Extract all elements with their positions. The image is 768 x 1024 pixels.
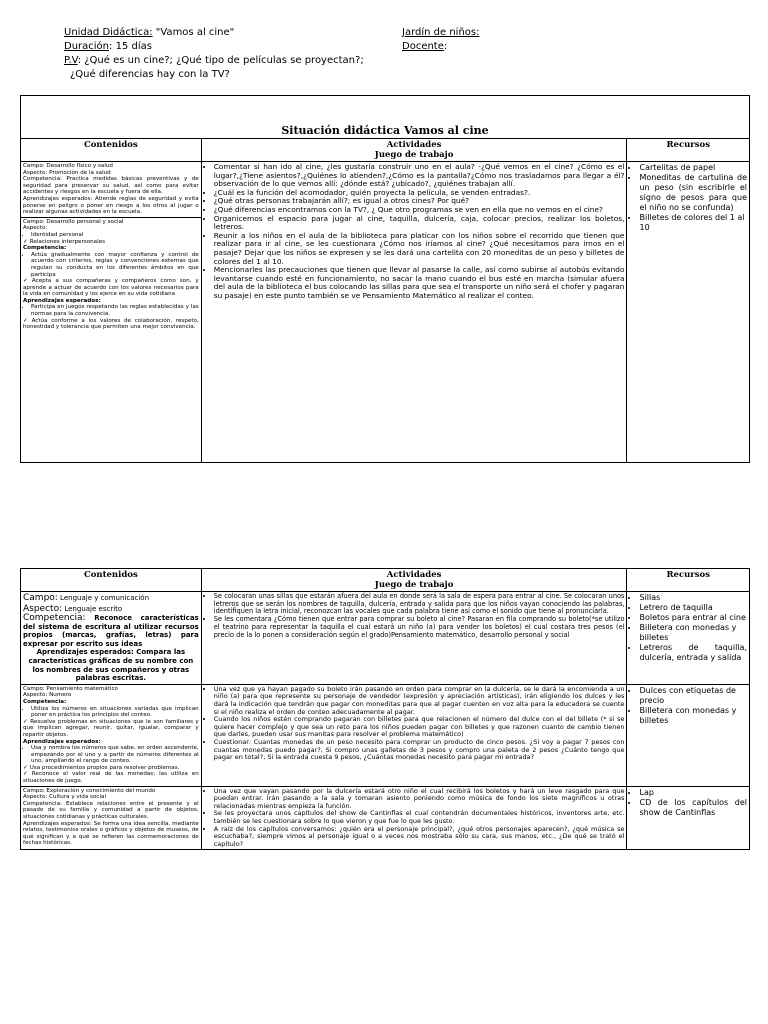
actividad-item: • ¿Cuál es la función del acomodador, quién proyecta la película, se venden entradas?. bbox=[214, 189, 625, 198]
actividades-cell bbox=[201, 786, 627, 850]
aprendizajes: Aprendizajes esperados: Compara las características gráficas de su nombre con los nombres de sus compañeros y otras palabras escritas. bbox=[28, 648, 194, 683]
col-actividades-subtitle: Juego de trabajo bbox=[374, 580, 454, 590]
header-unidad bbox=[64, 27, 234, 39]
aprendizajes: Aprendizajes esperados: bbox=[23, 297, 101, 304]
actividad-item: • Comentar si han ido al cine, ¿les gustaría construir uno en el aula? -¿Qué vemos en el cine? ¿Cómo es el lugar?,¿Tiene asientos?,¿Quiénes lo atienden?,¿Cómo es la pantalla?¿Cómo nos trasladamos para llegar a él? observación de lo que vemos allí: ¿dónde está? ¿ubicado?, ¿quiénes trabajan allí. bbox=[214, 163, 625, 189]
recurso-item: • Lap bbox=[639, 788, 747, 798]
col-recursos: Recursos bbox=[627, 569, 750, 592]
recurso-item: • Letreros de taquilla, dulcería, entrada y salida bbox=[639, 643, 747, 663]
list-item: • Actúa gradualmente con mayor confianza y control de acuerdo con criterios, reglas y convenciones externas que regulan su conducta en los diferentes ámbitos en que participa bbox=[31, 252, 199, 278]
aspecto: Aspecto: Cultura y vida social bbox=[23, 794, 106, 801]
list-item: ✓ Resuelve problemas en situaciones que le son familiares y que implican agregar, reunir, quitar, igualar, comparar y repartir objetos. bbox=[23, 719, 199, 739]
recursos-cell bbox=[627, 162, 750, 463]
recurso-item: • Billetera con monedas y billetes bbox=[639, 706, 747, 726]
campo: Campo: Pensamiento matemático bbox=[23, 685, 118, 692]
duracion-label: Duración bbox=[64, 41, 110, 52]
list-item: • Usa y nombra los números que sabe, en orden ascendente, empezando por el uno y a partir de números diferentes al uno, ampliando el rango de conteo. bbox=[31, 745, 199, 765]
actividad-item: • Se les proyectara unos capítulos del show de Cantinflas el cual contendrán documentales históricos, inventores arte, etc. también se les cuestionara sobre lo que vieron y que fue lo que les gusto. bbox=[214, 810, 625, 825]
recurso-item: • Letrero de taquilla bbox=[639, 603, 747, 613]
duracion-value: : 15 días bbox=[109, 41, 152, 52]
list-item: • Utiliza los números en situaciones variadas que implican poner en práctica los principios del conteo. bbox=[31, 706, 199, 719]
competencia: Competencia: bbox=[23, 698, 67, 705]
col-actividades bbox=[201, 569, 627, 592]
campo: Campo: Desarrollo personal y social bbox=[23, 218, 124, 225]
table-row bbox=[21, 592, 750, 685]
actividad-item: • Se les comentara ¿Cómo tienen que entrar para comprar su boleto al cine? Pasaran en fila comprando su boleto(*se utilizo el teatrino para representar la taquilla el cual estará un niño (a) para vender los boletos) el cual costara tres pesos (el precio de la lo ponen a consideración según el grado)Pensamiento matemático, desarrollo personal y social bbox=[214, 616, 625, 639]
contenido-lenguaje bbox=[21, 592, 202, 685]
unidad-value: "Vamos al cine" bbox=[152, 27, 235, 38]
actividad-item: • Una vez que vayan pasando por la dulcería estará otro niño el cual recibirá los boletos y hará un leve rasgado para que puedan entrar. Irán pasando a la sala y tomaran asiento poniendo como música de fondo los siete magníficos u otras relacionadas mientras empieza la función. bbox=[214, 788, 625, 811]
actividad-item: • ¿Qué diferencias encontramos con la TV?, ¿ Que otro programas se ven en ella que no vemos en el cine? bbox=[214, 206, 625, 215]
aspecto: Aspecto: bbox=[23, 225, 48, 232]
col-actividades-title: Actividades bbox=[386, 570, 442, 580]
situacion-title: Situación didáctica Vamos al cine bbox=[21, 96, 750, 139]
aspecto-label: Aspecto: bbox=[23, 603, 63, 614]
list-item: ✓ Actúa conforme a los valores de colaboración, respeto, honestidad y tolerancia que permiten una mejor convivencia. bbox=[23, 318, 199, 331]
list-item: ✓ Acepta a sus compañeras y compañeros como son, y aprende a actuar de acuerdo con los valores necesarios para la vida en comunidad y los ejerce en su vida cotidiana bbox=[23, 278, 199, 298]
recurso-item: • Billetera con monedas y billetes bbox=[639, 623, 747, 643]
col-contenidos: Contenidos bbox=[21, 569, 202, 592]
actividades-cell bbox=[201, 592, 627, 685]
campo: Campo: Exploración y conocimiento del mundo bbox=[23, 787, 156, 794]
actividades-table bbox=[20, 568, 750, 850]
actividades-cell bbox=[201, 684, 627, 786]
list-item: ✓ Relaciones interpersonales bbox=[23, 239, 199, 246]
recursos-cell bbox=[627, 684, 750, 786]
actividad-item: • Reunir a los niños en el aula de la biblioteca para platicar con los niños sobre el recorrido que tienen que realizar para ir al cine, se les cuestionara ¿Cómo nos iríamos al cine? ¿Qué necesitamos para irnos en el pasaje? Dejar que los niños se expresen y se les dará una cartelita con 20 moneditas de un peso y billetes de colores del 1 al 10. bbox=[214, 232, 625, 266]
col-contenidos: Contenidos bbox=[21, 139, 202, 162]
contenido-matematico bbox=[21, 684, 202, 786]
aprendizajes: Aprendizajes esperados: Atiende reglas de seguridad y evita ponerse en peligro o poner en riesgo a los otros al jugar o realizar algunas actividades en la escuela. bbox=[23, 195, 199, 216]
aspecto: Aspecto: Numero bbox=[23, 692, 72, 699]
docente-value: : bbox=[443, 41, 448, 52]
competencia-label: Competencia: bbox=[23, 613, 86, 623]
actividad-item: • ¿Qué otras personas trabajarán allí?; es igual a otros cines? Por qué? bbox=[214, 197, 625, 206]
docente-label: Docente bbox=[402, 41, 444, 52]
actividad-item: • Mencionarles las precauciones que tienen que llevar al pasarse la calle, así como subirse al autobús evitando levantarse cuando esté en funcionamiento, no sacar la mano cuando el bus esté en marcha (simular afuera del aula de la biblioteca el bus colocando las sillas para que sea el transporte un niño será el chofer y pagaran su pasaje) en este punto también se ve Pensamiento Matemático al realizar el conteo. bbox=[214, 266, 625, 300]
recurso-item: • CD de los capítulos del show de Cantinflas bbox=[639, 798, 747, 818]
recursos-cell bbox=[627, 786, 750, 850]
actividad-item: • Una vez que ya hayan pagado su boleto irán pasando en orden para comprar en la dulcería, se le dará la encomienda a un niño (a) para que represente su personaje de vendedor (expresión y apreciación artísticas), irán eligiendo los dulces y les dará la indicación que tendrán que pagar con moneditas para que al pagar cuenten en voz alta para la educadora se cuente si el niño realiza el orden de conteo adecuadamente al pagar. bbox=[214, 686, 625, 716]
actividad-item: • Organicemos el espacio para jugar al cine, taquilla, dulcería, caja, colocar precios, realizar los boletos, letreros. bbox=[214, 215, 625, 232]
actividad-item: • A raíz de los capítulos conversamos: ¿quién era el personaje principal?, ¿qué otros personajes aparecen?, ¿qué música se escuchaba?, siempre vimos al personaje igual o a veces nos mostraba sólo su cara, sus manos, etc., ¿De qué se trató el capítulo? bbox=[214, 826, 625, 849]
recurso-item: • Dulces con etiquetas de precio bbox=[639, 686, 747, 706]
list-item: • Participa en juegos respetando las reglas establecidas y las normas para la convivencia. bbox=[31, 304, 199, 317]
header-docente bbox=[402, 41, 447, 53]
col-actividades bbox=[201, 139, 627, 162]
recurso-item: • Billetes de colores del 1 al 10 bbox=[639, 213, 747, 233]
situacion-table bbox=[20, 95, 750, 463]
aspecto: Aspecto: Promoción de la salud bbox=[23, 169, 111, 176]
header-duracion bbox=[64, 41, 152, 53]
campo-label: Campo: bbox=[23, 593, 58, 603]
contenido-salud bbox=[21, 162, 201, 218]
list-item: ✓ Reconoce el valor real de las monedas; las utiliza en situaciones de juego. bbox=[23, 771, 199, 784]
jardin-label: Jardín de niños: bbox=[402, 27, 480, 38]
table-row bbox=[21, 786, 750, 850]
unidad-label: Unidad Didáctica: bbox=[64, 27, 153, 38]
recurso-item: • Sillas bbox=[639, 593, 747, 603]
competencia: Competencia: Establece relaciones entre el presente y el pasado de su familia y comunidad a partir de objetos, situaciones cotidianas y prácticas culturales. bbox=[23, 800, 199, 821]
header-pv bbox=[64, 55, 364, 67]
competencia: Competencia: Practica medidas básicas preventivas y de seguridad para preservar su salud, así como para evitar accidentes y riesgos en la escuela y fuera de ella. bbox=[23, 176, 199, 196]
campo: Campo: Desarrollo físico y salud bbox=[23, 163, 113, 169]
competencia: Competencia: bbox=[23, 245, 67, 252]
list-item: • Identidad personal bbox=[31, 232, 199, 239]
aspecto-value: Lenguaje escrito bbox=[62, 604, 123, 613]
aprendizajes: Aprendizajes esperados: bbox=[23, 738, 101, 745]
col-recursos: Recursos bbox=[627, 139, 750, 162]
actividad-item: • Se colocaran unas sillas que estarán afuera del aula en donde será la sala de espera para entrar al cine. Se colocaran unos letreros que se serán los nombres de taquilla, dulcería, entrada y salida para que los niños vayan conociendo las palabras, identifiquen la letra inicial, reconozcan las vocales que cada palabra tiene así como el sonido que tiene al pronunciarla. bbox=[214, 593, 625, 616]
table-row bbox=[21, 684, 750, 786]
aprendizajes: Aprendizajes esperados: Se forma una idea sencilla, mediante relatos, testimonios orales o gráficos y objetos de museos, de qué significan y a qué se refieren las conmemoraciones de fechas históricas. bbox=[23, 820, 199, 847]
recurso-item: • Cartelitas de papel bbox=[639, 163, 747, 173]
actividades-cell bbox=[201, 162, 627, 463]
col-actividades-title: Actividades bbox=[386, 140, 442, 150]
header-jardin bbox=[402, 27, 480, 39]
pv-label: P.V bbox=[64, 55, 78, 66]
recurso-item: • Moneditas de cartulina de un peso (sin escribirle el signo de pesos para que el niño no se confunda) bbox=[639, 173, 747, 213]
recurso-item: • Boletos para entrar al cine bbox=[639, 613, 747, 623]
col-actividades-subtitle: Juego de trabajo bbox=[374, 150, 454, 160]
contenidos-cell bbox=[21, 162, 202, 463]
actividad-item: • Cuestionar: Cuantas monedas de un peso necesito para comprar un producto de cinco pesos. ¿Si voy a pagar 7 pesos con cuantas monedas puedo pagar?, Si compro unas galletas de 3 pesos y compro una paleta de 2 pesos ¿Cuánto tengo que pagar en total?, Si la entrada cuesta 9 pesos, ¿Cuántas monedas necesito para pagar mi entrada? bbox=[214, 739, 625, 762]
pv-value: : ¿Qué es un cine?; ¿Qué tipo de películas se proyectan?; bbox=[77, 55, 364, 66]
contenido-mundo bbox=[21, 786, 202, 850]
list-item: ✓ Usa procedimientos propios para resolver problemas. bbox=[23, 765, 199, 772]
actividad-item: • Cuando los niños estén comprando pagaran con billetes para que relacionen el número del dulce con el del billete (* si se quiere hacer complejo y que sea un reto para los niños pueden pagar con billetes y que razonen cuanto de cambio tienen que darles, pueden usar sus manitas para resolver el problema matemático) bbox=[214, 716, 625, 739]
campo-value: Lenguaje y comunicación bbox=[57, 594, 150, 602]
competencia-value: Reconoce características del sistema de escritura al utilizar recursos propios (marcas, grafías, letras) para expresar por escrito sus ideas bbox=[23, 614, 199, 648]
recursos-cell bbox=[627, 592, 750, 685]
contenido-personal-social bbox=[21, 218, 201, 332]
header-pv-line2: ¿Qué diferencias hay con la TV? bbox=[70, 69, 230, 80]
